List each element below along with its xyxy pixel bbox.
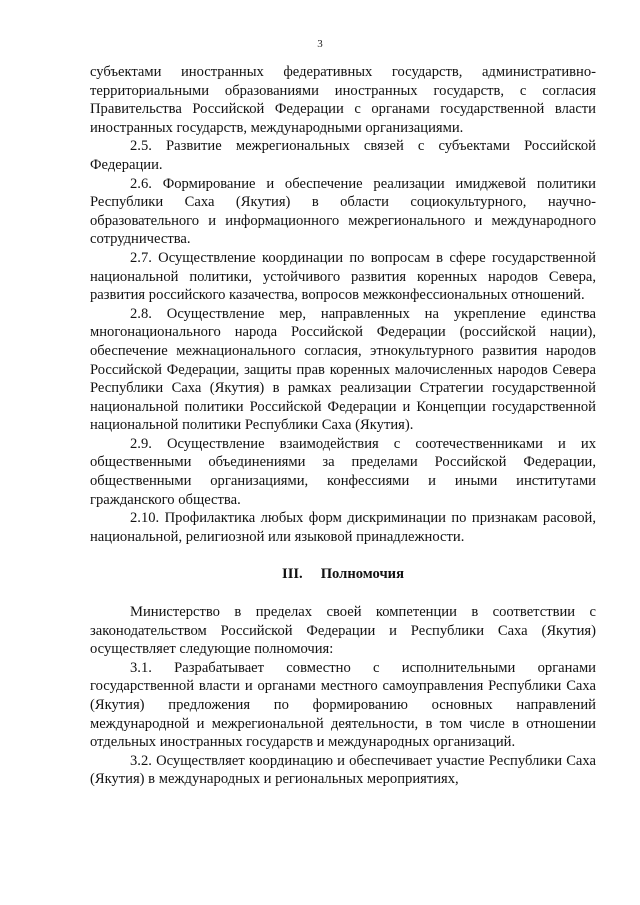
page-number: 3 — [317, 38, 323, 50]
paragraph-2-9: 2.9. Осуществление взаимодействия с соотечественниками и их общественными объединениями за пределами Российской Федерации, общественными организациями, конфессиями и иными институтами гражданского общества. — [90, 435, 596, 508]
paragraph-3-1: 3.1. Разрабатывает совместно с исполнительными органами государственной власти и органами местного самоуправления Республики Саха (Якутия) предложения по формированию основных направлений международной и межрегиональной деятельности, в том числе в отношении отдельных иностранных государств и международных организаций. — [90, 659, 596, 751]
paragraph-2-7: 2.7. Осуществление координации по вопросам в сфере государственной национальной политики, устойчивого развития коренных народов Севера, развития российского казачества, вопросов межконфессиональных отношений. — [90, 249, 596, 304]
paragraph-intro: Министерство в пределах своей компетенции в соответствии с законодательством Российской Федерации и Республики Саха (Якутия) осуществляет следующие полномочия: — [90, 604, 596, 658]
paragraph-3-2: 3.2. Осуществляет координацию и обеспечивает участие Республики Саха (Якутия) в международных и региональных мероприятиях, — [90, 752, 596, 788]
paragraph-continuation: субъектами иностранных федеративных государств, административно-территориальными образованиями иностранных государств, с согласия Правительства Российской Федерации с органами государственной власти иностранных государств, международными организациями. — [90, 64, 596, 136]
document-body — [90, 63, 596, 789]
paragraph-2-8: 2.8. Осуществление мер, направленных на укрепление единства многонационального народа Российской Федерации (российской нации), обеспечение межнационального согласия, этнокультурного развития народов Российской Федерации, защиты прав коренных малочисленных народов Севера Республики Саха (Якутия) в рамках реализации Стратегии государственной национальной политики Российской Федерации и Концепции государственной национальной политики Республики Саха (Якутия). — [90, 305, 596, 434]
paragraph-2-5: 2.5. Развитие межрегиональных связей с субъектами Российской Федерации. — [90, 138, 596, 173]
section-title: Полномочия — [320, 566, 404, 583]
paragraph-2-10: 2.10. Профилактика любых форм дискриминации по признакам расовой, национальной, религиозной или языковой принадлежности. — [90, 510, 596, 545]
paragraph-2-6: 2.6. Формирование и обеспечение реализации имиджевой политики Республики Саха (Якутия) в области социокультурного, научно-образовательного и информационного межрегионального и международного сотрудничества. — [90, 175, 596, 248]
section-heading — [90, 565, 596, 584]
section-number: III. — [282, 566, 303, 583]
